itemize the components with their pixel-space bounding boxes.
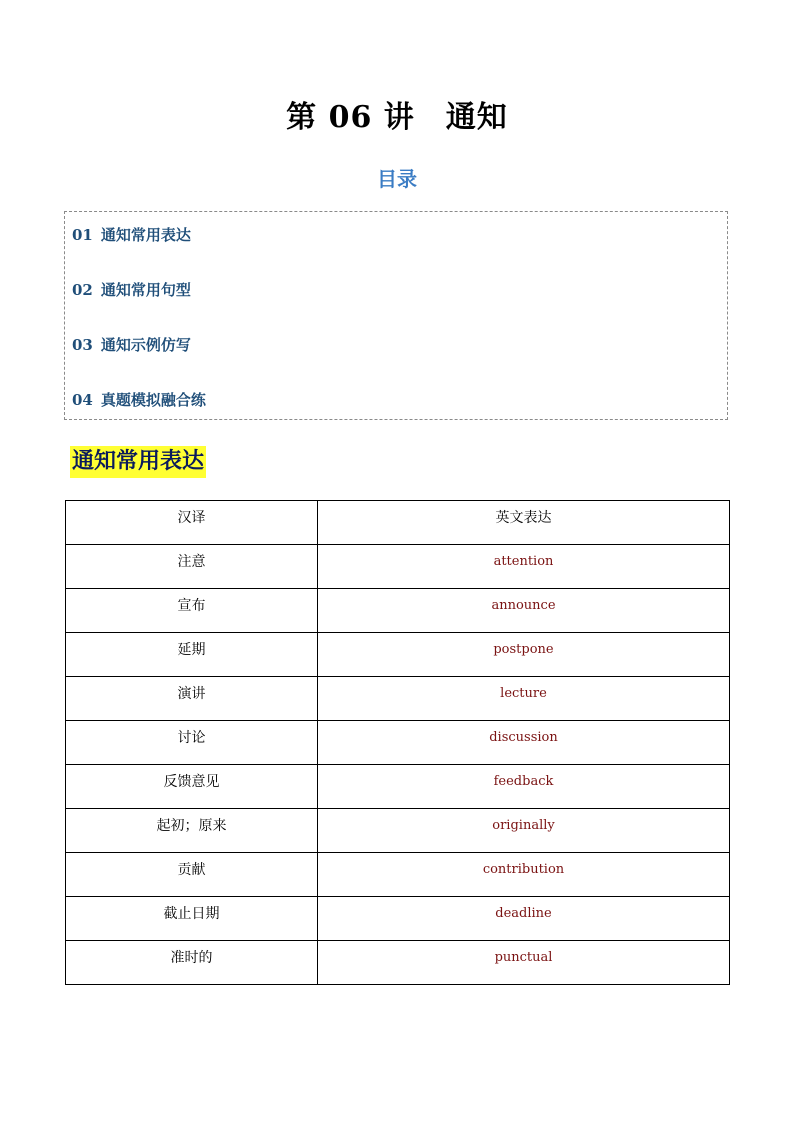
english-term: punctual <box>494 950 553 965</box>
english-term: attention <box>493 554 554 569</box>
cell-chinese <box>66 589 318 633</box>
cell-english <box>318 677 730 721</box>
table-row <box>66 677 730 721</box>
table-row <box>66 897 730 941</box>
toc-item-2[interactable] <box>72 279 191 301</box>
table-row <box>66 941 730 985</box>
cell-english <box>318 941 730 985</box>
table-header-row <box>66 501 730 545</box>
cell-chinese <box>66 633 318 677</box>
header-cell-english <box>318 501 730 545</box>
cell-chinese <box>66 545 318 589</box>
toc-item-number: 02 <box>72 281 93 299</box>
table-row <box>66 721 730 765</box>
cell-english <box>318 589 730 633</box>
table-row <box>66 809 730 853</box>
toc-item-4[interactable] <box>72 389 206 411</box>
toc-box <box>64 211 728 420</box>
toc-item-number: 03 <box>72 336 93 354</box>
table-row <box>66 545 730 589</box>
english-term: contribution <box>482 862 565 877</box>
cell-english <box>318 633 730 677</box>
english-term: postpone <box>493 642 554 657</box>
english-term: feedback <box>493 774 554 789</box>
chinese-term: 注意 <box>177 554 206 570</box>
table-row <box>66 853 730 897</box>
cell-english <box>318 545 730 589</box>
section-heading: 通知常用表达 <box>70 446 206 478</box>
toc-item-label: 通知示例仿写 <box>100 336 191 354</box>
table-row <box>66 589 730 633</box>
english-term: deadline <box>495 906 552 921</box>
chinese-term: 讨论 <box>177 730 206 746</box>
cell-english <box>318 765 730 809</box>
toc-item-number: 01 <box>72 226 93 244</box>
english-term: lecture <box>500 686 547 701</box>
chinese-term: 截止日期 <box>163 906 220 922</box>
table-row <box>66 633 730 677</box>
english-term: announce <box>491 598 556 613</box>
toc-item-number: 04 <box>72 391 93 409</box>
header-label: 英文表达 <box>495 510 552 526</box>
chinese-term: 贡献 <box>177 862 206 878</box>
cell-english <box>318 809 730 853</box>
cell-chinese <box>66 897 318 941</box>
header-cell-chinese <box>66 501 318 545</box>
page-title: 第 06 讲 通知 <box>286 100 508 135</box>
cell-chinese <box>66 721 318 765</box>
table-row <box>66 765 730 809</box>
cell-chinese <box>66 765 318 809</box>
toc-item-1[interactable] <box>72 224 191 246</box>
toc-heading: 目录 <box>377 167 417 191</box>
toc-item-3[interactable] <box>72 334 191 356</box>
toc-item-label: 通知常用句型 <box>100 281 191 299</box>
toc-item-label: 通知常用表达 <box>100 226 191 244</box>
vocab-table <box>65 500 730 985</box>
cell-english <box>318 721 730 765</box>
chinese-term: 准时的 <box>170 950 213 966</box>
english-term: originally <box>492 818 555 833</box>
chinese-term: 起初；原来 <box>156 818 227 834</box>
cell-chinese <box>66 941 318 985</box>
chinese-term: 宣布 <box>177 598 206 614</box>
english-term: discussion <box>489 730 558 745</box>
header-label: 汉译 <box>177 510 206 526</box>
toc-item-label: 真题模拟融合练 <box>100 391 206 409</box>
cell-english <box>318 897 730 941</box>
cell-english <box>318 853 730 897</box>
chinese-term: 延期 <box>177 642 206 658</box>
cell-chinese <box>66 677 318 721</box>
chinese-term: 演讲 <box>177 686 206 702</box>
cell-chinese <box>66 809 318 853</box>
cell-chinese <box>66 853 318 897</box>
chinese-term: 反馈意见 <box>163 774 220 790</box>
